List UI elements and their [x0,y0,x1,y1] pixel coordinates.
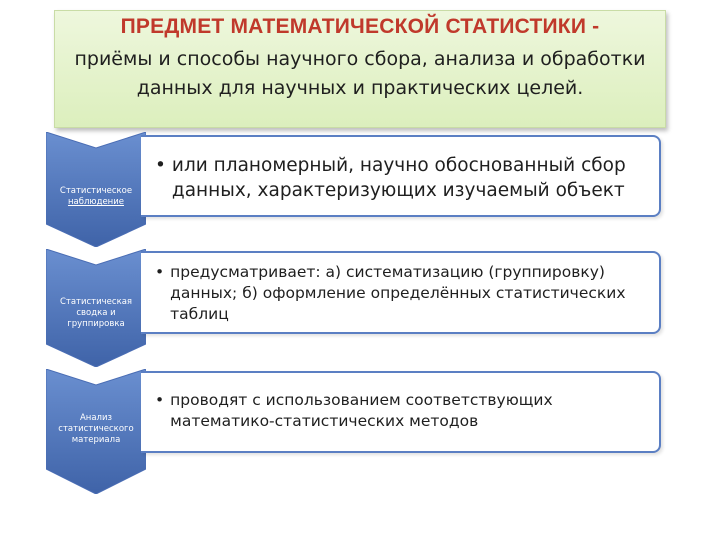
definition-text [55,45,665,103]
bullet-text-line: таблиц [170,305,229,323]
stage-label-line: Статистическое [59,186,133,196]
bullet-item [141,373,659,432]
stage-label-line: сводка и [76,308,116,318]
stage-chevron-analysis [46,369,146,494]
stage-label-line: наблюдение [67,197,124,207]
bullet-text-line: данных; б) оформление определённых статистических [170,284,626,302]
stage-label-line: группировка [67,319,125,329]
definition-line-2: данных для научных и практических целей. [136,77,584,99]
stage-label-line: материала [71,435,121,445]
stage-label [46,297,146,330]
bullet-text-line: или планомерный, научно обоснованный сбор [171,155,626,176]
bullet-text-line: проводят с использованием соответствующих [170,391,553,409]
bullet-text-line: предусматривает: а) систематизацию (группировку) [170,263,605,281]
bullet-item [141,253,659,325]
bullet-text [172,153,626,203]
stage-chevron-observation [46,132,146,247]
stage-label-line: Статистическая [59,297,133,307]
title-box [54,10,666,128]
bullet-text [170,262,625,325]
bullet-text-line: данных, характеризующих изучаемый объект [171,180,625,201]
page-title: ПРЕДМЕТ МАТЕМАТИЧЕСКОЙ СТАТИСТИКИ - [120,15,600,38]
bullet-item [141,137,659,203]
bullet-icon: • [155,263,165,281]
stage-description-analysis [141,371,661,453]
stage-description-observation [141,135,661,217]
bullet-icon: • [155,391,165,409]
stage-label [46,413,146,446]
bullet-text-line: математико-статистических методов [170,412,479,430]
stage-description-summary [141,251,661,334]
stage-chevron-summary [46,249,146,367]
stage-label-line: статистического [58,424,134,434]
stage-label-line: Анализ [79,413,113,423]
definition-line-1: приёмы и способы научного сбора, анализа и обработки [74,48,646,70]
stage-label [46,186,146,208]
bullet-text [170,390,552,432]
bullet-icon: • [155,155,166,176]
